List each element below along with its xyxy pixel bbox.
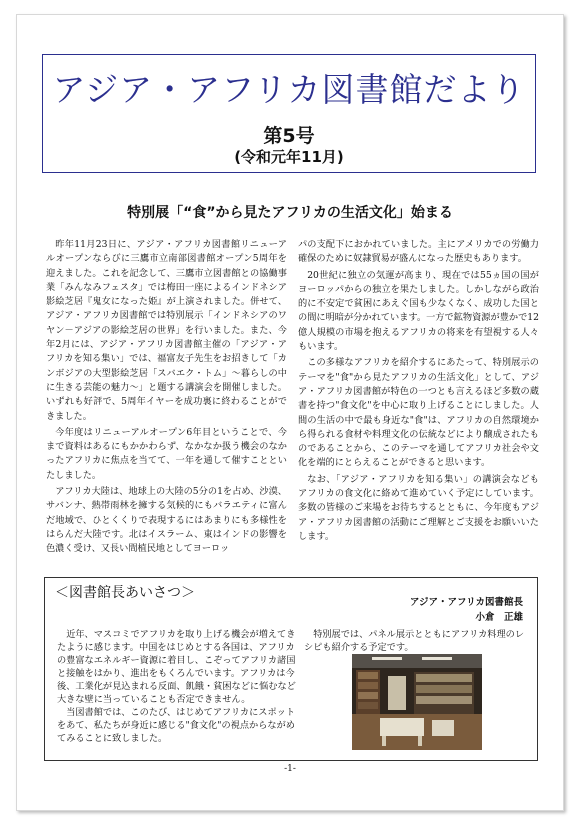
greeting-author-name: 小倉 正雄 [475, 612, 523, 623]
article-column-left [46, 238, 287, 559]
greeting-paragraph: 当図書館では、このたび、はじめてアフリカにスポットをあて、私たちが身近に感じる"食文化"の視点からながめてみることに致しました。 [57, 707, 296, 744]
newsletter-title: アジア・アフリカ図書館だより [52, 70, 526, 109]
page-number: -1- [284, 764, 296, 774]
greeting-text-left [57, 628, 298, 745]
article-paragraph: 今年度はリニューアルオープン6年目ということで、今まで資料はあるにもかかわらず、なかなか扱う機会のなかったアフリカに焦点を当てて、一年を通して催すことといたしました。 [46, 426, 287, 481]
greeting-paragraph: 近年、マスコミでアフリカを取り上げる機会が増えてきたように感じます。中国をはじめとする各国は、アフリカの豊富なエネルギー資源に着目し、こぞってアフリカ諸国と接触をはかり、進出をもくろんでいます。アフリカは今後、工業化が見込まれる反面、飢餓・貧困などに悩むなど大きな壁に当っていることも否定できません。 [57, 629, 296, 705]
article-column-right [298, 238, 539, 546]
greeting-author-title: アジア・アフリカ図書館長 [409, 597, 523, 608]
issue-date: (令和元年11月) [234, 148, 344, 166]
issue-number: 第5号 [263, 125, 315, 147]
masthead-box [42, 54, 536, 173]
article-paragraph: 昨年11月23日に、アジア・アフリカ図書館リニューアルオープンならびに三鷹市立南部図書館オープン5周年を迎えました。これを記念して、三鷹市立図書館との協働事業「みんなみフェスタ」では梅田一座によるインドネシア影絵芝居『鬼女になった姫』が上演されました。併せて、アジア・アフリカ図書館では特別展示「インドネシアのワヤン－アジアの影絵芝居の世界」を行いました。また、今年2月には、アジア・アフリカ図書館主催の「アジア・アフリカを知る集い」では、福富友子先生をお招きして「カンボジアの大型影絵芝居「スバエク・トム」～暮らしの中に生きる芸能の魅力～」と題する講演会を開催しました。いずれも好評で、5周年イヤーを成功裏に終わることができました。 [46, 239, 287, 422]
article-paragraph: この多様なアフリカを紹介するにあたって、特別展示のテーマを"食"から見たアフリカの生活文化」として、アジア・アフリカ図書館が特色の一つとも言えるほど多数の蔵書を持つ"食文化"を中心に取り上げることにしました。人間の生活の中で最も身近な"食"は、アフリカの自然環境から得られる食材や料理文化の伝統などにより醸成されたものであることから、このテーマを通してアフリカ社会や文化を端的にとらえることができると思います。 [298, 357, 539, 469]
library-interior-photo [352, 654, 482, 750]
greeting-title: ＜図書館長あいさつ＞ [55, 585, 195, 601]
article-paragraph: パの支配下におかれていました。主にアメリカでの労働力確保のために奴隷貿易が盛んになった歴史もあります。 [298, 239, 539, 265]
greeting-text-right [304, 628, 530, 654]
article-headline: 特別展「“食”から見たアフリカの生活文化」始まる [127, 205, 453, 221]
article-paragraph: アフリカ大陸は、地球上の大陸の5分の1を占め、沙漠、サバンナ、熱帯雨林を擁する気候的にもバラエティに富んだ地域で、ひとくくりで表現するにはあまりにも多様性をはらんだ大陸です。北はイスラーム、東はインドの影響を色濃く受け、又長い間植民地としてヨーロッ [46, 486, 287, 555]
greeting-paragraph: 特別展では、パネル展示とともにアフリカ料理のレシピも紹介する予定です。 [304, 629, 525, 653]
article-paragraph: 20世紀に独立の気運が高まり、現在では55ヵ国の国がヨーロッパからの独立を果たしました。しかしながら政治的に不安定で貧困にあえぐ国も少なくなく、成功した国との間に明暗が分かれています。一方で鉱物資源が豊かで12億人規模の市場を抱えるアフリカの将来を有望視する人々もいます。 [298, 269, 539, 353]
library-photo-image [352, 654, 482, 750]
article-paragraph: なお、「アジア・アフリカを知る集い」の講演会などもアフリカの食文化に絡めて進めていく予定にしています。多数の皆様のご来場をお待ちするとともに、今年度もアジア・アフリカ図書館の活動にご理解とご支援をお願いいたします。 [298, 473, 539, 542]
